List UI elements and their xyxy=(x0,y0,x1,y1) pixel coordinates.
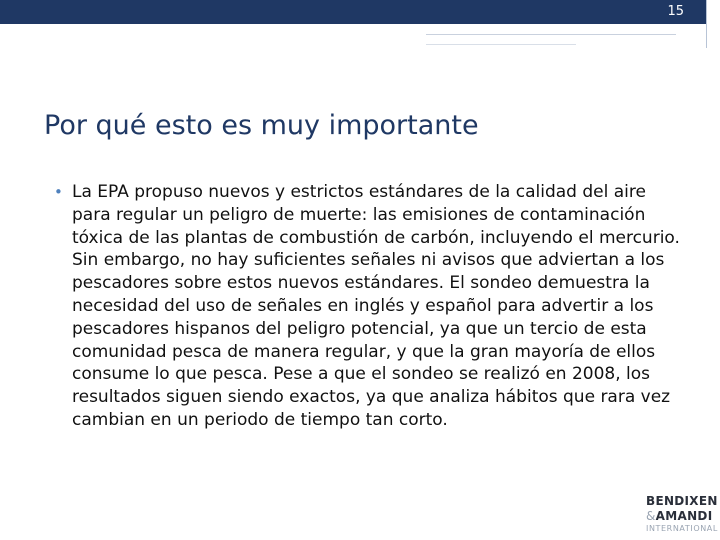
bullet-item xyxy=(54,181,684,432)
slide-number: 15 xyxy=(667,4,684,19)
decorative-line xyxy=(426,34,676,35)
logo-line-2-text: AMANDI xyxy=(655,509,713,523)
bullet-icon: • xyxy=(54,183,63,201)
logo-line-1: BENDIXEN xyxy=(646,494,718,508)
decorative-line-secondary xyxy=(426,44,576,45)
logo-ampersand: & xyxy=(646,509,656,523)
header-bar-edge xyxy=(706,0,720,48)
company-logo xyxy=(646,494,720,540)
slide-title: Por qué esto es muy importante xyxy=(44,110,479,141)
logo-line-3: INTERNATIONAL xyxy=(646,524,718,533)
header-bar xyxy=(0,0,706,24)
logo-line-2 xyxy=(646,509,720,523)
bullet-text: La EPA propuso nuevos y estrictos estándares de la calidad del aire para regular un peligro de muerte: las emisiones de contaminación tóxica de las plantas de combustión de carbón, incluyendo el mercurio. Sin embargo, no hay suficientes señales ni avisos que adviertan a los pescadores sobre estos nuevos estándares. El sondeo demuestra la necesidad del uso de señales en inglés y español para advertir a los pescadores hispanos del peligro potencial, ya que un tercio de esta comunidad pesca de manera regular, y que la gran mayoría de ellos consume lo que pesca. Pese a que el sondeo se realizó en 2008, los resultados siguen siendo exactos, ya que analiza hábitos que rara vez cambian en un periodo de tiempo tan corto. xyxy=(72,182,680,430)
